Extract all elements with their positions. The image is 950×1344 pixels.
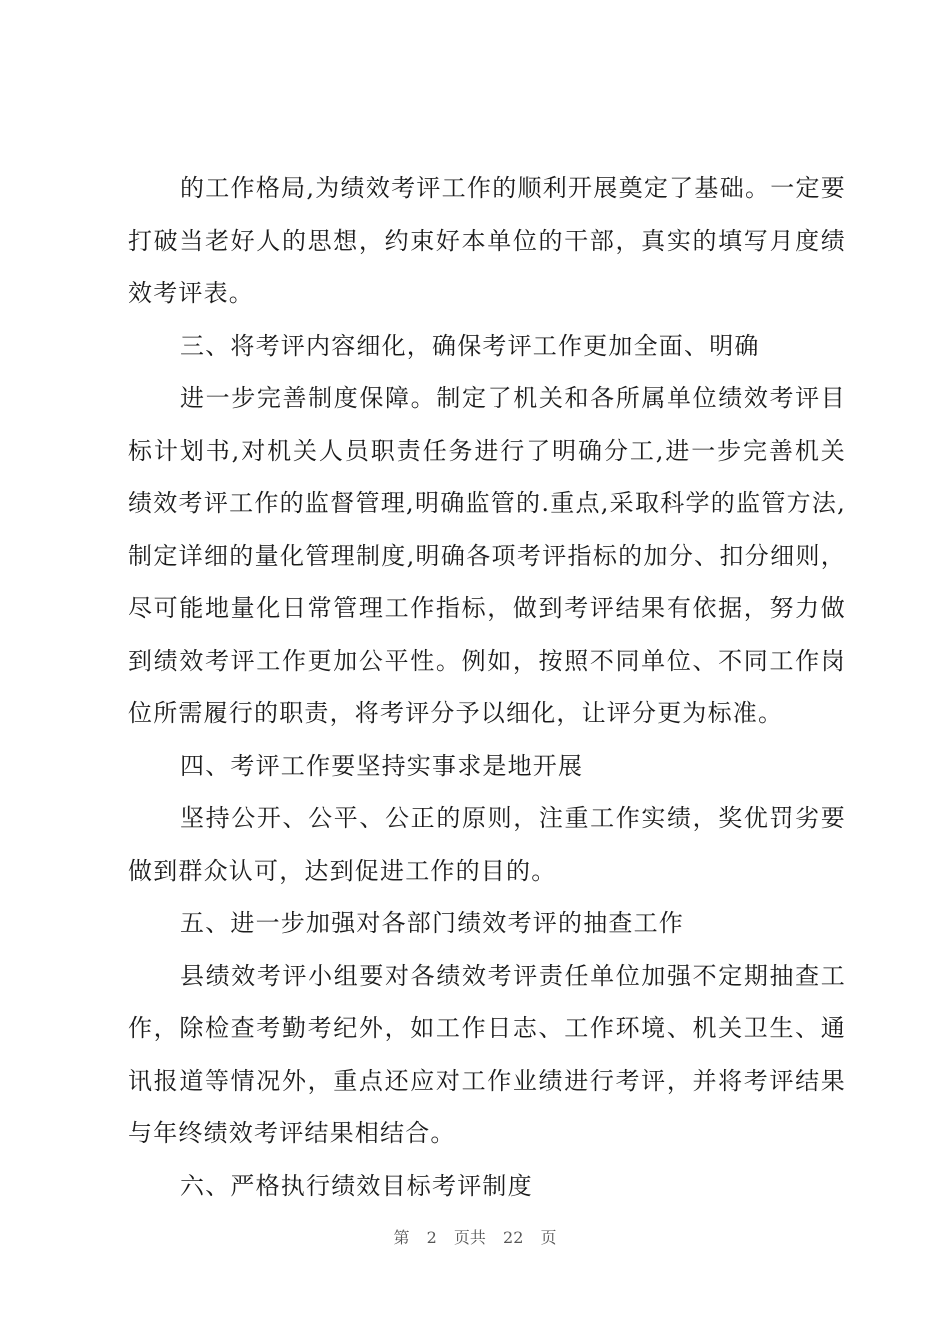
paragraph: 的工作格局,为绩效考评工作的顺利开展奠定了基础。一定要打破当老好人的思想，约束好本单位的干部，真实的填写月度绩效考评表。 [128, 174, 846, 307]
section-heading: 五、进一步加强对各部门绩效考评的抽查工作 [180, 909, 684, 937]
paragraph: 县绩效考评小组要对各绩效考评责任单位加强不定期抽查工作，除检查考勤考纪外，如工作日志、工作环境、机关卫生、通讯报道等情况外，重点还应对工作业绩进行考评，并将考评结果与年终绩效考评结果相结合。 [128, 961, 846, 1147]
total-page-count: 22 [503, 1228, 524, 1247]
paragraph: 进一步完善制度保障。制定了机关和各所属单位绩效考评目标计划书,对机关人员职责任务进行了明确分工,进一步完善机关绩效考评工作的监督管理,明确监管的.重点,采取科学的监管方法,制定详细的量化管理制度,明确各项考评指标的加分、扣分细则，尽可能地量化日常管理工作指标，做到考评结果有依据，努力做到绩效考评工作更加公平性。例如，按照不同单位、不同工作岗位所需履行的职责，将考评分予以细化，让评分更为标准。 [128, 384, 846, 727]
footer-middle: 页共 [453, 1228, 486, 1247]
paragraph: 坚持公开、公平、公正的原则，注重工作实绩，奖优罚劣要做到群众认可，达到促进工作的目的。 [128, 804, 846, 885]
document-body [128, 162, 846, 1212]
section-heading: 六、严格执行绩效目标考评制度 [180, 1171, 533, 1200]
footer-suffix: 页 [540, 1228, 557, 1247]
section-heading: 三、将考评内容细化，确保考评工作更加全面、明确 [180, 331, 760, 360]
section-heading: 四、考评工作要坚持实事求是地开展 [180, 751, 584, 780]
page-footer [0, 1225, 950, 1248]
footer-prefix: 第 [393, 1228, 410, 1247]
current-page-number: 2 [426, 1228, 437, 1247]
